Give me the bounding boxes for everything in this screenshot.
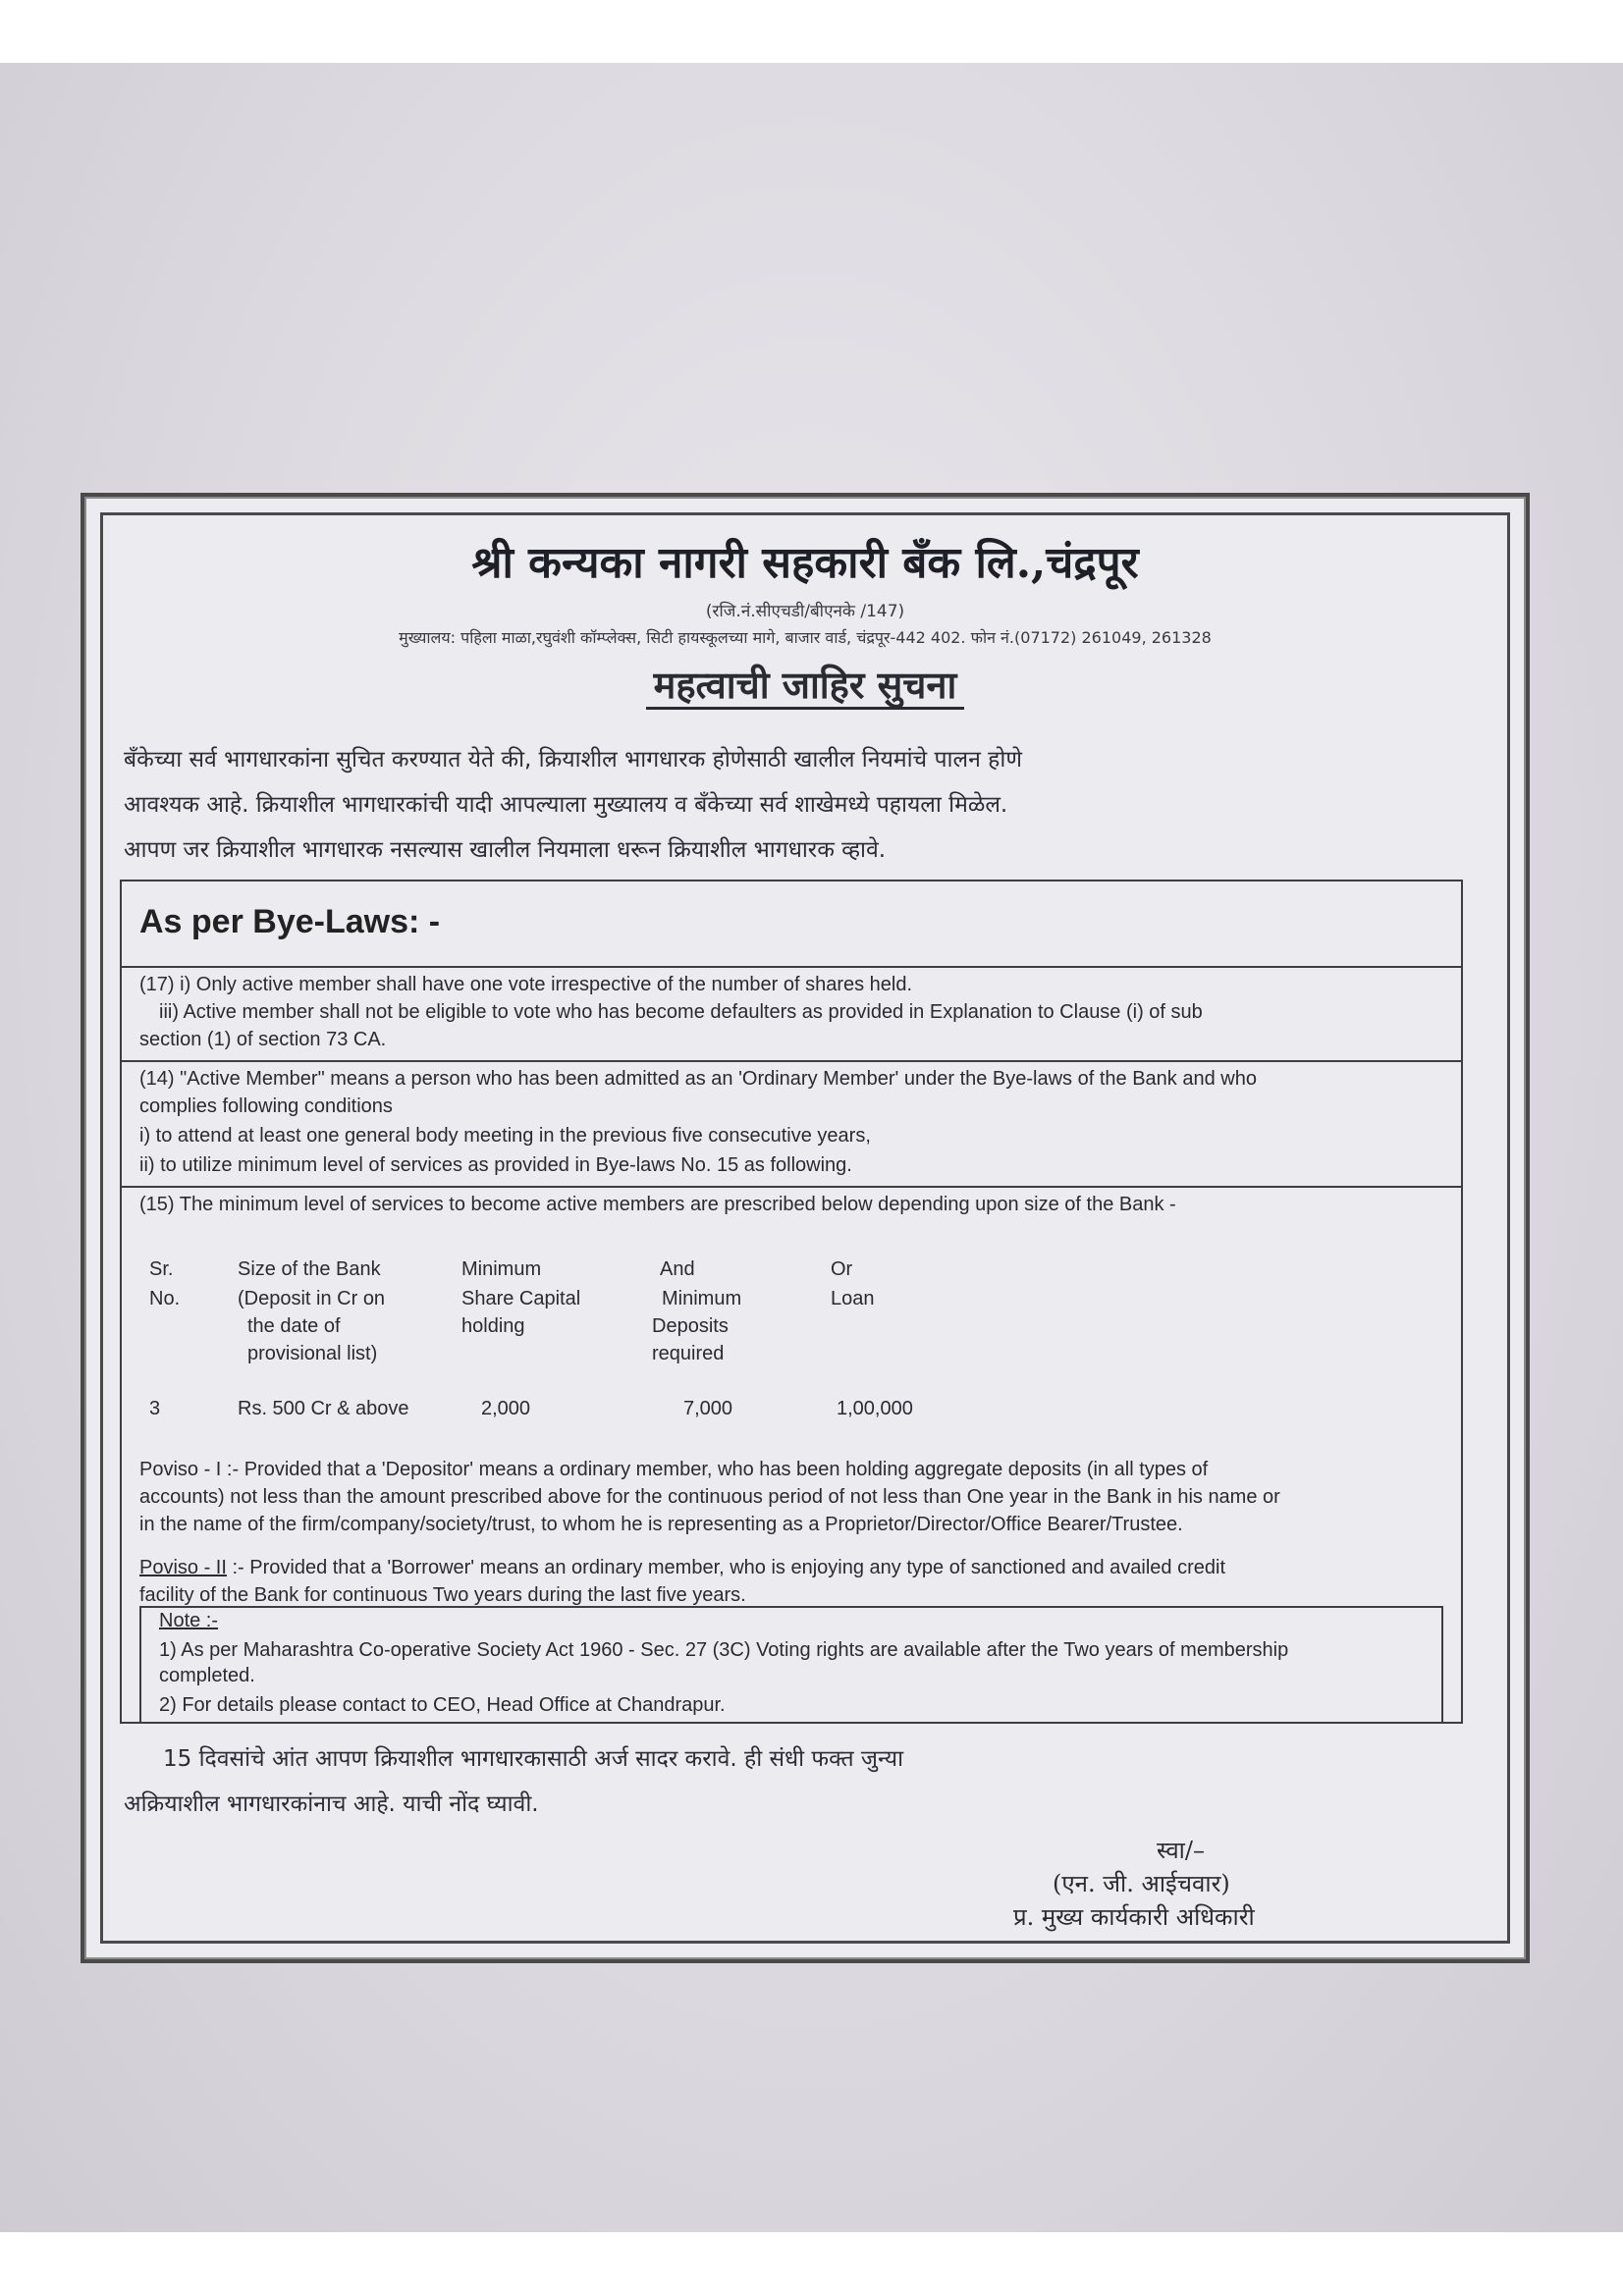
- proviso-1-line-3: in the name of the firm/company/society/trust, to whom he is representing as a Proprietor/Director/Office Bearer/Trustee.: [139, 1514, 1183, 1535]
- col-sr-header-2: No.: [149, 1288, 181, 1309]
- bylaws-heading: As per Bye-Laws: -: [139, 903, 441, 940]
- notice-subtitle: महत्वाची जाहिर सुचना: [84, 659, 1526, 710]
- signatory-name: (एन. जी. आईचवार): [1053, 1870, 1230, 1897]
- section-15-intro: (15) The minimum level of services to become active members are prescribed below depending upon size of the Bank -: [139, 1194, 1176, 1215]
- row-size: Rs. 500 Cr & above: [238, 1398, 409, 1419]
- bank-title: श्री कन्यका नागरी सहकारी बँक लि.,चंद्रपूर: [471, 538, 1139, 588]
- signatory-designation: प्र. मुख्य कार्यकारी अधिकारी: [1013, 1903, 1255, 1931]
- col-share-header-2: Share Capital: [461, 1288, 581, 1309]
- col-size-header-4: provisional list): [247, 1343, 378, 1364]
- footer-line-1: 15 दिवसांचे आंत आपण क्रियाशील भागधारकासाठी अर्ज सादर करावे. ही संधी फक्त जुन्या: [163, 1746, 904, 1772]
- col-deposit-header-4: required: [652, 1343, 725, 1364]
- row-share: 2,000: [481, 1398, 531, 1419]
- proviso-2-text: :- Provided that a 'Borrower' means an ordinary member, who is enjoying any type of sanctioned and availed credit: [232, 1557, 1225, 1578]
- col-deposit-header-2: Minimum: [662, 1288, 742, 1309]
- intro-line-2: आवश्यक आहे. क्रियाशील भागधारकांची यादी आपल्याला मुख्यालय व बँकेच्या सर्व शाखेमध्ये पहायला मिळेल.: [124, 792, 1008, 818]
- row-sr: 3: [149, 1398, 161, 1419]
- col-size-header-2: (Deposit in Cr on: [238, 1288, 386, 1309]
- note-label: Note :-: [159, 1610, 219, 1631]
- col-deposit-header-3: Deposits: [652, 1315, 729, 1337]
- proviso-2-line-1: [139, 1557, 1225, 1579]
- col-share-header-3: holding: [461, 1315, 525, 1337]
- section-14-line-3: i) to attend at least one general body meeting in the previous five consecutive years,: [139, 1125, 871, 1147]
- col-sr-header-1: Sr.: [149, 1258, 174, 1280]
- note-row: [139, 1606, 1443, 1724]
- proviso-1-line-1: Poviso - I :- Provided that a 'Depositor' means a ordinary member, who has been holding aggregate deposits (in all types of: [139, 1459, 1209, 1480]
- section-17-line-3: section (1) of section 73 CA.: [139, 1029, 387, 1050]
- row-loan: 1,00,000: [837, 1398, 913, 1419]
- col-deposit-header-1: And: [660, 1258, 695, 1280]
- note-2: 2) For details please contact to CEO, Head Office at Chandrapur.: [159, 1694, 726, 1716]
- intro-line-3: आपण जर क्रियाशील भागधारक नसल्यास खालील नियमाला धरून क्रियाशील भागधारक व्हावे.: [124, 837, 887, 863]
- section-17-line-2: iii) Active member shall not be eligible to vote who has become defaulters as provided in Explanation to Clause (i) of sub: [159, 1001, 1203, 1023]
- proviso-1-line-2: accounts) not less than the amount prescribed above for the continuous period of not less than One year in the Bank in his name or: [139, 1486, 1280, 1508]
- section-17-line-1: (17) i) Only active member shall have one vote irrespective of the number of shares held.: [139, 974, 913, 995]
- section-14-row: [122, 1062, 1461, 1188]
- intro-line-1: बँकेच्या सर्व भागधारकांना सुचित करण्यात येते की, क्रियाशील भागधारक होणेसाठी खालील नियमांचे पालन होणे: [124, 747, 1022, 773]
- col-loan-header-2: Loan: [831, 1288, 875, 1309]
- section-14-line-4: ii) to utilize minimum level of services as provided in Bye-laws No. 15 as following.: [139, 1154, 852, 1176]
- signature-mark: स्वा/–: [1157, 1837, 1205, 1864]
- col-size-header-3: the date of: [247, 1315, 341, 1337]
- section-17-row: [122, 968, 1461, 1062]
- note-1-line-1: 1) As per Maharashtra Co-operative Society Act 1960 - Sec. 27 (3C) Voting rights are available after the Two years of membership: [159, 1639, 1289, 1661]
- section-15-row: [122, 1188, 1461, 1614]
- bank-address: मुख्यालय: पहिला माळा,रघुवंशी कॉम्प्लेक्स, सिटी हायस्कूलच्या मागे, बाजार वार्ड, चंद्रपूर-442 402. फोन नं.(07172) 261049, 261328: [399, 628, 1212, 647]
- bylaws-box: [120, 880, 1463, 1724]
- footer-line-2: अक्रियाशील भागधारकांनाच आहे. याची नोंद घ्यावी.: [124, 1791, 539, 1817]
- row-deposit: 7,000: [683, 1398, 733, 1419]
- section-14-line-2: complies following conditions: [139, 1095, 393, 1117]
- registration-number: (रजि.नं.सीएचडी/बीएनके /147): [705, 602, 905, 621]
- col-loan-header-1: Or: [831, 1258, 853, 1280]
- proviso-2-label: Poviso - II: [139, 1557, 227, 1578]
- col-size-header-1: Size of the Bank: [238, 1258, 381, 1280]
- section-14-line-1: (14) "Active Member" means a person who has been admitted as an 'Ordinary Member' under the Bye-laws of the Bank and who: [139, 1068, 1257, 1090]
- col-share-header-1: Minimum: [461, 1258, 542, 1280]
- note-1-line-2: completed.: [159, 1665, 255, 1686]
- proviso-2-line-2: facility of the Bank for continuous Two years during the last five years.: [139, 1584, 746, 1606]
- bylaws-heading-row: [122, 881, 1461, 968]
